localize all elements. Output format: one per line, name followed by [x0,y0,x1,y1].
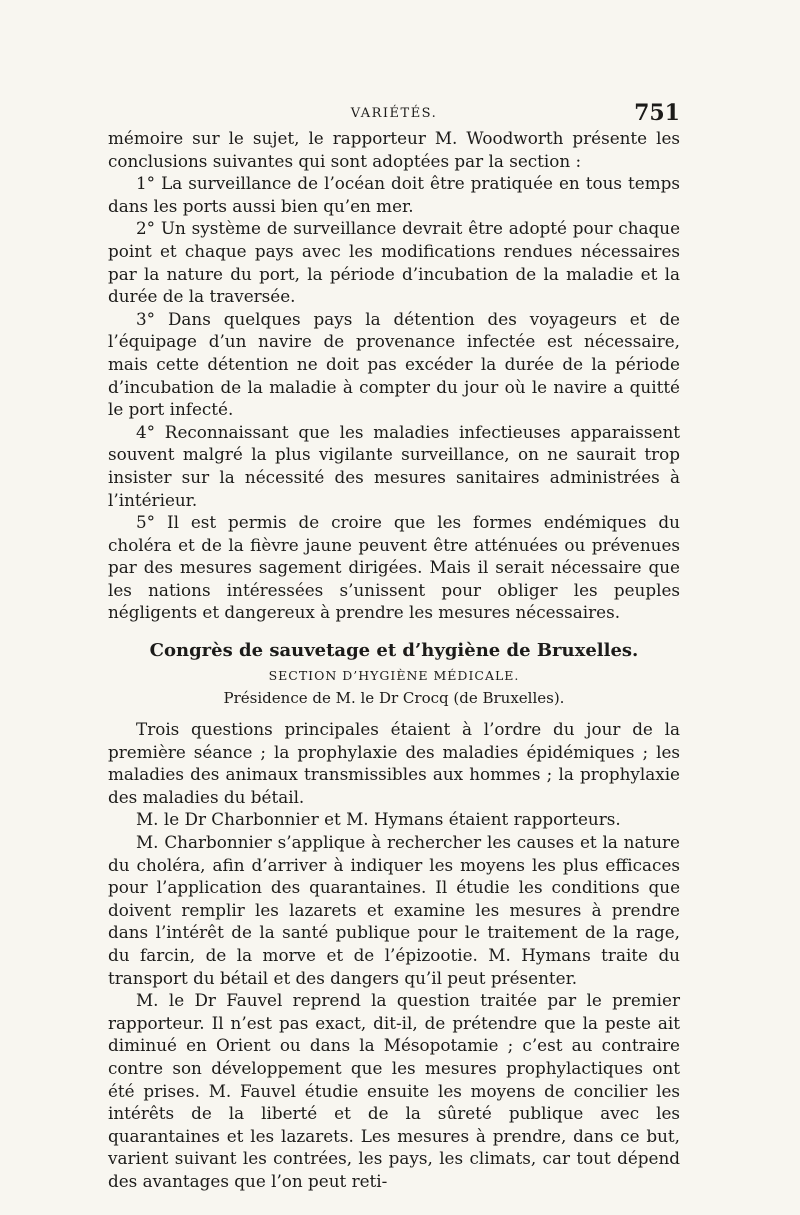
conclusion-4: 4° Reconnaissant que les maladies infectieuses apparaissent souvent malgré la plus vigilante surveillance, on ne saurait trop insister sur la nécessité des mesures sanitaires administrées à l’intérieur. [108,421,680,510]
conclusion-2: 2° Un système de surveillance devrait être adopté pour chaque point et chaque pays avec les modifications rendues nécessaires par la nature du port, la période d’incubation de la maladie et la durée de la traversée. [108,218,680,307]
session-paragraph-2: M. le Dr Charbonnier et M. Hymans étaient rapporteurs. [136,809,621,830]
page-number: 751 [634,100,680,126]
running-title: VARIÉTÉS. [350,106,438,121]
session-paragraph-1: Trois questions principales étaient à l’ordre du jour de la première séance ; la prophylaxie des maladies épidémiques ; les maladies des animaux transmissibles aux hommes ; la prophylaxie des maladies du bétail. [108,719,680,807]
conclusion-5: 5° Il est permis de croire que les formes endémiques du choléra et de la fièvre jaune peuvent être atténuées ou prévenues par des mesures sagement dirigées. Mais il serait nécessaire que les nations intéressées s’unissent pour obliger les peuples négligents et dangereux à prendre les mesures nécessaires. [108,512,680,623]
session-paragraph-4: M. le Dr Fauvel reprend la question traitée par le premier rapporteur. Il n’est pas exact, dit-il, de prétendre que la peste ait diminué en Orient ou dans la Mésopotamie ; c’est au contraire contre son développement que les mesures prophylactiques ont été prises. M. Fauvel étudie ensuite les moyens de concilier les intérêts de la liberté et de la sûreté publique avec les quarantaines et les lazarets. Les mesures à prendre, dans ce but, varient suivant les contrées, les pays, les climats, car tout dépend des avantages que l’on peut reti- [108,990,680,1191]
running-header [108,100,680,128]
session-paragraph-3: M. Charbonnier s’applique à rechercher les causes et la nature du choléra, afin d’arriver à indiquer les moyens les plus efficaces pour l’application des quarantaines. Il étudie les conditions que doivent remplir les lazarets et examine les mesures à prendre dans l’intérêt de la santé publique pour le traitement de la rage, du farcin, de la morve et de l’épizootie. M. Hymans traite du transport du bétail et des dangers qu’il peut présenter. [108,832,680,988]
conclusion-1: 1° La surveillance de l’océan doit être pratiquée en tous temps dans les ports aussi bien qu’en mer. [108,173,680,216]
section-subheading: SECTION D’HYGIÈNE MÉDICALE. [268,668,520,684]
paragraph-continuation: mémoire sur le sujet, le rapporteur M. Woodworth présente les conclusions suivantes qui sont adoptées par la section : [108,128,680,171]
page-body [108,127,680,1193]
section-heading: Congrès de sauvetage et d’hygiène de Bruxelles. [149,640,639,662]
conclusion-3: 3° Dans quelques pays la détention des voyageurs et de l’équipage d’un navire de provenance infectée est nécessaire, mais cette détention ne doit pas excéder la durée de la période d’incubation de la maladie à compter du jour où le navire a quitté le port infecté. [108,308,680,420]
section-presidency: Présidence de M. le Dr Crocq (de Bruxelles). [223,689,565,708]
